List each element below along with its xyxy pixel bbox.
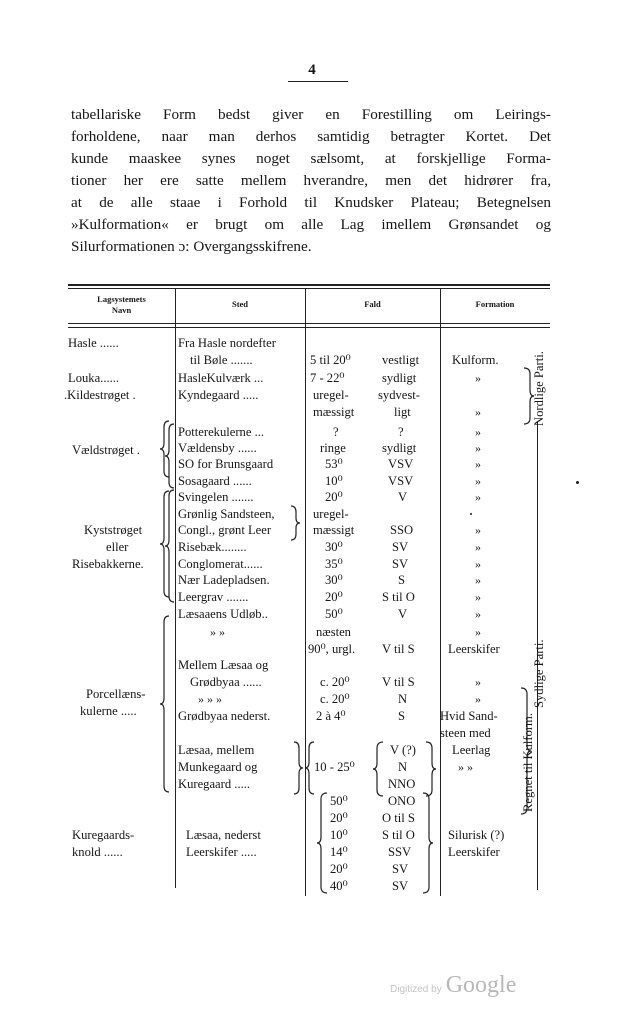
fald-retning: SV [392, 557, 409, 571]
sted-row: Svingelen ....... [178, 490, 254, 504]
page-number: 4 [308, 62, 316, 78]
header-sted: Sted [231, 299, 249, 309]
column-divider [305, 288, 306, 896]
intro-line: forholdene, naar man derhos samtidig betragter Kortet. Det [71, 128, 551, 145]
fald-retning: sydligt [382, 371, 417, 385]
intro-line: tioner her ere satte mellem hverandre, men det hidrører fra, [71, 172, 551, 189]
fald-retning: VSV [388, 474, 414, 488]
lag-knold: knold ...... [72, 845, 123, 859]
strata-table [64, 284, 550, 896]
formation-cell: » [475, 425, 481, 439]
sted-row: til Bøle ....... [190, 353, 253, 367]
lag-eller: eller [106, 540, 129, 554]
brace-retning-kure [421, 791, 435, 895]
fald-grad: 50⁰ [325, 607, 343, 621]
fald-grad: 7 - 22⁰ [310, 371, 345, 385]
brace-retning-right [424, 740, 438, 798]
lag-risebakkerne: Risebakkerne. [72, 557, 144, 571]
formation-cell: » [475, 441, 481, 455]
sted-row: Læsaa, mellem [178, 743, 255, 757]
header-bottom-rule [68, 323, 550, 324]
formation-cell: » [475, 590, 481, 604]
fald-retning: ONO [388, 794, 416, 808]
sted-row: Congl., grønt Leer [178, 523, 272, 537]
fald-retning: SSO [390, 523, 414, 537]
column-divider [440, 288, 441, 896]
fald-grad: c. 20⁰ [320, 692, 350, 706]
lag-porcellaens: Porcellæns- [86, 687, 146, 701]
lag-kulerne: kulerne ..... [80, 704, 137, 718]
formation-cell: » [475, 405, 481, 419]
brace-retning-left [371, 740, 385, 798]
formation-cell: » [475, 371, 481, 385]
fald-retning: SSV [388, 845, 412, 859]
formation-cell: » [475, 523, 481, 537]
sted-row: Kuregaard ..... [178, 777, 251, 791]
digitized-by-google-watermark [390, 972, 516, 999]
fald-grad: 90⁰, urgl. [308, 642, 356, 656]
formation-cell: Hvid Sand- [440, 709, 498, 723]
fald-retning: V (?) [390, 743, 416, 757]
fald-retning: V til S [382, 675, 415, 689]
fald-retning: SV [392, 862, 409, 876]
fald-grad: mæssigt [313, 523, 355, 537]
google-logo-text: Google [445, 972, 517, 998]
lag-kuregaards: Kuregaards- [72, 828, 135, 842]
table-top-rule [68, 284, 550, 286]
formation-cell: » » [458, 760, 473, 774]
intro-line: kunde maaskee synes noget sælsomt, at forskjellige Forma- [71, 150, 551, 167]
fald-retning: ligt [394, 405, 411, 419]
fald-grad: næsten [316, 625, 351, 639]
fald-retning: N [398, 760, 408, 774]
fald-retning: sydvest- [378, 388, 420, 402]
sted-row: Risebæk........ [178, 540, 247, 554]
sted-row: Potterekulerne ... [178, 425, 265, 439]
sted-row: Munkegaard og [178, 760, 258, 774]
label-nordlige-parti: Nordlige Parti. [532, 351, 546, 426]
formation-cell: Silurisk (?) [448, 828, 505, 842]
sted-row: Nær Ladepladsen. [178, 573, 270, 587]
fald-grad: 40⁰ [330, 879, 348, 893]
formation-cell: » [475, 692, 481, 706]
formation-cell: » [475, 557, 481, 571]
fald-grad: 30⁰ [325, 573, 343, 587]
fald-grad: 20⁰ [330, 811, 348, 825]
sted-row: Grønlig Sandsteen, [178, 507, 275, 521]
sted-row: Vældensby ...... [178, 441, 257, 455]
formation-cell: Leerskifer [448, 845, 500, 859]
fald-grad: mæssigt [313, 405, 355, 419]
formation-cell: » [475, 490, 481, 504]
formation-cell: Leerlag [452, 743, 491, 757]
fald-retning: S [398, 709, 406, 723]
fald-retning: N [398, 692, 408, 706]
header-lag-line1: Lagsystemets [97, 294, 146, 304]
formation-cell: » [475, 573, 481, 587]
fald-retning: ? [398, 425, 404, 439]
header-fald: Fald [364, 299, 381, 309]
brace-porcellaenskulerne [158, 614, 172, 794]
stray-mark [470, 513, 472, 515]
brace-grad-kure [315, 791, 329, 895]
sted-row: Grødbyaa nederst. [178, 709, 271, 723]
fald-retning: S til O [382, 828, 415, 842]
table-top-rule [68, 288, 550, 289]
brace-sted-grounlig [289, 504, 303, 542]
fald-grad: 10⁰ [325, 474, 343, 488]
brace-fald-left [304, 740, 316, 796]
fald-grad: 10⁰ [330, 828, 348, 842]
fald-grad: 50⁰ [330, 794, 348, 808]
sted-row: Grødbyaa ...... [190, 675, 262, 689]
lag-kildestroget: .Kildestrøget . [64, 388, 136, 402]
fald-grad: ? [333, 425, 339, 439]
fald-grad: 10 - 25⁰ [314, 760, 355, 774]
fald-grad: 20⁰ [330, 862, 348, 876]
sted-row: Læsaaens Udløb.. [178, 607, 268, 621]
intro-line: Silurformationen ɔ: Overgangsskifrene. [71, 238, 312, 255]
fald-grad: 14⁰ [330, 845, 348, 859]
formation-cell: steen med [440, 726, 491, 740]
header-bottom-rule [68, 327, 550, 328]
fald-retning: V [398, 490, 408, 504]
fald-grad: 30⁰ [325, 540, 343, 554]
formation-cell: » [475, 625, 481, 639]
fald-grad: 2 à 4⁰ [316, 709, 346, 723]
fald-retning: vestligt [382, 353, 420, 367]
sted-row: Kyndegaard ..... [178, 388, 259, 402]
sted-row: Sosagaard ...... [178, 474, 252, 488]
sted-row: Leerskifer ..... [186, 845, 257, 859]
formation-cell: Leerskifer [448, 642, 500, 656]
formation-cell: » [475, 474, 481, 488]
header-formation: Formation [475, 299, 515, 309]
fald-grad: 35⁰ [325, 557, 343, 571]
fald-retning: O til S [382, 811, 415, 825]
fald-retning: VSV [388, 457, 414, 471]
label-sydlige-parti: Sydlige Parti. [532, 639, 546, 708]
fald-retning: SV [392, 540, 409, 554]
fald-grad: c. 20⁰ [320, 675, 350, 689]
fald-grad: ringe [320, 441, 346, 455]
fald-grad: 53⁰ [325, 457, 343, 471]
formation-cell: » [475, 540, 481, 554]
sted-row: Leergrav ....... [178, 590, 249, 604]
header-lagsystemets [68, 294, 175, 316]
fald-grad: uregel- [313, 507, 349, 521]
intro-line: tabellariske Form bedst giver en Forestilling om Leirings- [71, 106, 551, 123]
brace-sted-vaeld [164, 422, 176, 490]
formation-cell: Kulform. [452, 353, 499, 367]
fald-grad: 20⁰ [325, 490, 343, 504]
digitized-label: Digitized by [390, 984, 442, 995]
fald-retning: NNO [388, 777, 416, 791]
lag-kyststroget: Kyststrøget [84, 523, 143, 537]
formation-cell: » [475, 607, 481, 621]
stray-mark [576, 481, 579, 484]
fald-retning: V [398, 607, 408, 621]
sted-row: HasleKulværk ... [178, 371, 264, 385]
formation-cell: » [475, 457, 481, 471]
lag-louka: Louka...... [68, 371, 120, 385]
brace-sted-kyst [164, 488, 176, 604]
fald-retning: S til O [382, 590, 415, 604]
sted-row: » » » [198, 692, 222, 706]
fald-retning: V til S [382, 642, 415, 656]
fald-retning: sydligt [382, 441, 417, 455]
intro-line: at de alle staae i Forhold til Knudsker Plateau; Betegnelsen [71, 194, 551, 211]
header-lag-line2: Navn [111, 305, 132, 315]
fald-grad: 5 til 20⁰ [310, 353, 351, 367]
lag-vaeldstroget: Vældstrøget . [72, 443, 140, 457]
sted-row: » » [210, 625, 225, 639]
fald-retning: SV [392, 879, 409, 893]
fald-grad: uregel- [313, 388, 349, 402]
sted-row: SO for Brunsgaard [178, 457, 274, 471]
fald-retning: S [398, 573, 406, 587]
sted-row: Læsaa, nederst [186, 828, 261, 842]
sted-row: Mellem Læsaa og [178, 658, 269, 672]
fald-grad: 20⁰ [325, 590, 343, 604]
formation-cell: » [475, 675, 481, 689]
page-number-rule [288, 81, 348, 82]
label-regnet-til-kulform: Regnet til Kulform. [521, 713, 535, 812]
sted-row: Conglomerat...... [178, 557, 263, 571]
lag-hasle: Hasle ...... [68, 336, 119, 350]
intro-line: »Kulformation« er brugt om alle Lag imellem Grønsandet og [71, 216, 551, 233]
sted-row: Fra Hasle nordefter [178, 336, 276, 350]
intro-paragraph [71, 104, 551, 258]
